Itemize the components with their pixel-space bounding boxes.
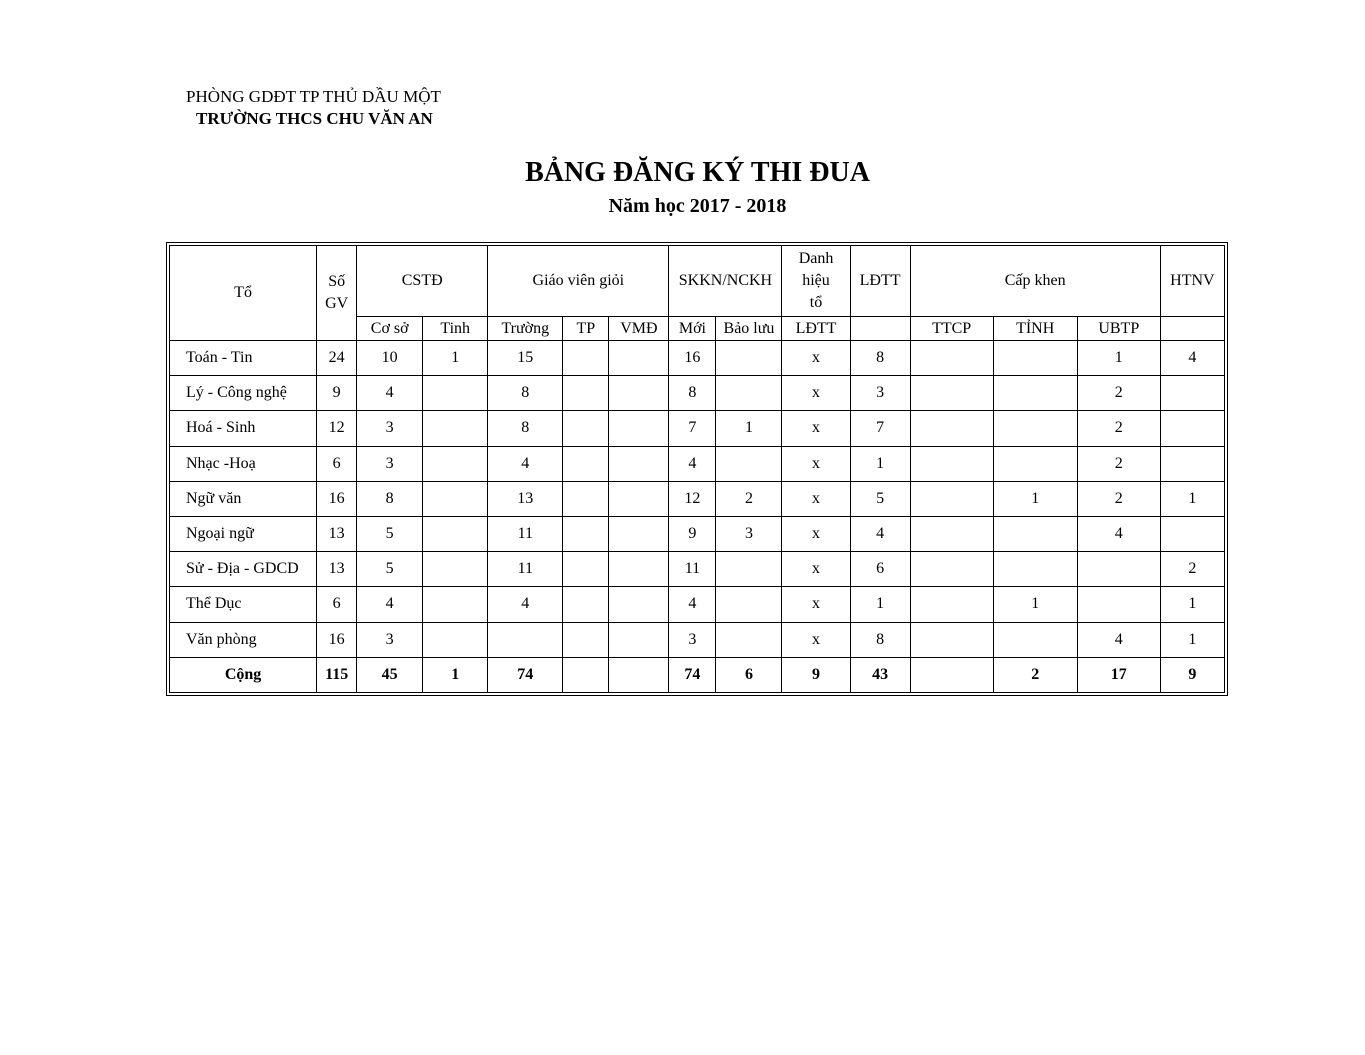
cell: 4 xyxy=(850,516,910,551)
row-name: Văn phòng xyxy=(170,622,317,657)
cell xyxy=(609,516,669,551)
cell: 8 xyxy=(357,481,423,516)
cell: 2 xyxy=(716,481,782,516)
school-year: Năm học 2017 - 2018 xyxy=(608,195,787,217)
cell: x xyxy=(782,341,850,376)
cell: 1 xyxy=(1077,341,1160,376)
cell: 11 xyxy=(488,516,563,551)
org-header xyxy=(186,86,441,130)
header-skkn: SKKN/NCKH xyxy=(669,246,782,317)
total-cell: 115 xyxy=(317,657,357,692)
table-row xyxy=(170,341,1225,376)
cell: 9 xyxy=(317,376,357,411)
cell xyxy=(993,341,1077,376)
cell xyxy=(423,376,488,411)
cell xyxy=(716,446,782,481)
cell: 2 xyxy=(1077,411,1160,446)
cell: x xyxy=(782,481,850,516)
cell: 1 xyxy=(423,341,488,376)
cell: 13 xyxy=(317,516,357,551)
cell: 2 xyxy=(1160,552,1224,587)
cell: 13 xyxy=(317,552,357,587)
cell xyxy=(1160,446,1224,481)
cell: 3 xyxy=(357,622,423,657)
cell xyxy=(563,481,609,516)
cell xyxy=(716,587,782,622)
total-cell xyxy=(609,657,669,692)
row-name: Hoá - Sinh xyxy=(170,411,317,446)
header-so-gv: Số GV xyxy=(317,246,357,341)
cell xyxy=(563,587,609,622)
total-cell: 9 xyxy=(782,657,850,692)
cell: 1 xyxy=(1160,587,1224,622)
cell xyxy=(910,376,993,411)
cell: 3 xyxy=(850,376,910,411)
cell: 2 xyxy=(1077,376,1160,411)
subheader-co-so: Cơ sở xyxy=(357,317,423,341)
cell: 11 xyxy=(488,552,563,587)
cell xyxy=(1077,552,1160,587)
row-name: Nhạc -Hoạ xyxy=(170,446,317,481)
cell xyxy=(910,587,993,622)
cell: 4 xyxy=(1160,341,1224,376)
cell xyxy=(423,411,488,446)
cell xyxy=(1077,587,1160,622)
subheader-htnv-blank xyxy=(1160,317,1224,341)
total-row xyxy=(170,657,1225,692)
table-row xyxy=(170,446,1225,481)
cell xyxy=(563,622,609,657)
cell xyxy=(1160,411,1224,446)
total-cell: 9 xyxy=(1160,657,1224,692)
cell: 1 xyxy=(716,411,782,446)
cell: 9 xyxy=(669,516,716,551)
cell xyxy=(910,516,993,551)
cell: 4 xyxy=(669,446,716,481)
total-cell: 1 xyxy=(423,657,488,692)
cell: 1 xyxy=(1160,481,1224,516)
subheader-vmd: VMĐ xyxy=(609,317,669,341)
table-row xyxy=(170,516,1225,551)
total-cell: 2 xyxy=(993,657,1077,692)
subheader-ldtt-blank xyxy=(850,317,910,341)
cell xyxy=(563,411,609,446)
cell xyxy=(563,446,609,481)
subheader-tinh: Tinh xyxy=(423,317,488,341)
cell: 2 xyxy=(1077,446,1160,481)
emulation-table-frame xyxy=(166,242,1228,696)
row-name: Lý - Công nghệ xyxy=(170,376,317,411)
table-row xyxy=(170,587,1225,622)
cell: 4 xyxy=(1077,622,1160,657)
cell: 1 xyxy=(1160,622,1224,657)
subheader-tinh-cap: TỈNH xyxy=(993,317,1077,341)
cell xyxy=(423,622,488,657)
emulation-table xyxy=(169,245,1225,693)
cell: 16 xyxy=(317,622,357,657)
cell: 5 xyxy=(357,552,423,587)
subheader-truong: Trường xyxy=(488,317,563,341)
row-name: Sử - Địa - GDCD xyxy=(170,552,317,587)
cell: 4 xyxy=(1077,516,1160,551)
header-to: Tổ xyxy=(170,246,317,341)
cell xyxy=(993,622,1077,657)
cell xyxy=(910,552,993,587)
cell xyxy=(423,552,488,587)
cell: x xyxy=(782,446,850,481)
total-cell: 74 xyxy=(669,657,716,692)
cell xyxy=(910,341,993,376)
cell xyxy=(993,516,1077,551)
header-gvg: Giáo viên giỏi xyxy=(488,246,669,317)
cell: x xyxy=(782,552,850,587)
cell: 11 xyxy=(669,552,716,587)
cell: 12 xyxy=(669,481,716,516)
school-name: TRƯỜNG THCS CHU VĂN AN xyxy=(196,109,433,128)
cell: x xyxy=(782,376,850,411)
cell xyxy=(1160,376,1224,411)
cell: 5 xyxy=(850,481,910,516)
cell xyxy=(488,622,563,657)
cell xyxy=(563,516,609,551)
table-row xyxy=(170,376,1225,411)
row-name: Ngoại ngữ xyxy=(170,516,317,551)
cell: 3 xyxy=(716,516,782,551)
cell: x xyxy=(782,411,850,446)
cell: 3 xyxy=(357,411,423,446)
cell xyxy=(423,446,488,481)
cell: x xyxy=(782,622,850,657)
cell: 8 xyxy=(488,376,563,411)
cell: 13 xyxy=(488,481,563,516)
cell: 4 xyxy=(357,587,423,622)
document-title: BẢNG ĐĂNG KÝ THI ĐUA xyxy=(525,157,870,188)
cell xyxy=(563,552,609,587)
total-cell xyxy=(910,657,993,692)
cell: 7 xyxy=(669,411,716,446)
cell xyxy=(563,376,609,411)
subheader-ttcp: TTCP xyxy=(910,317,993,341)
total-label: Cộng xyxy=(170,657,317,692)
total-cell xyxy=(563,657,609,692)
subheader-moi: Mới xyxy=(669,317,716,341)
table-body xyxy=(170,341,1225,693)
subheader-bao-luu: Bảo lưu xyxy=(716,317,782,341)
cell xyxy=(716,622,782,657)
table-row xyxy=(170,411,1225,446)
cell xyxy=(1160,516,1224,551)
cell xyxy=(609,481,669,516)
cell xyxy=(993,552,1077,587)
cell xyxy=(609,446,669,481)
total-cell: 45 xyxy=(357,657,423,692)
cell: x xyxy=(782,516,850,551)
cell: 6 xyxy=(317,446,357,481)
cell xyxy=(910,446,993,481)
cell: 12 xyxy=(317,411,357,446)
cell: x xyxy=(782,587,850,622)
cell xyxy=(910,622,993,657)
cell: 6 xyxy=(317,587,357,622)
cell: 3 xyxy=(357,446,423,481)
subheader-tp: TP xyxy=(563,317,609,341)
cell xyxy=(423,587,488,622)
cell xyxy=(993,411,1077,446)
cell: 24 xyxy=(317,341,357,376)
cell xyxy=(910,411,993,446)
cell: 1 xyxy=(993,587,1077,622)
cell xyxy=(993,376,1077,411)
cell xyxy=(993,446,1077,481)
cell: 4 xyxy=(669,587,716,622)
total-cell: 6 xyxy=(716,657,782,692)
cell xyxy=(563,341,609,376)
cell xyxy=(910,481,993,516)
table-row xyxy=(170,552,1225,587)
cell: 8 xyxy=(669,376,716,411)
cell xyxy=(609,622,669,657)
subheader-ubtp: UBTP xyxy=(1077,317,1160,341)
cell: 10 xyxy=(357,341,423,376)
row-name: Ngữ văn xyxy=(170,481,317,516)
cell: 1 xyxy=(850,446,910,481)
row-name: Toán - Tin xyxy=(170,341,317,376)
cell xyxy=(716,552,782,587)
cell: 2 xyxy=(1077,481,1160,516)
table-row xyxy=(170,481,1225,516)
total-cell: 17 xyxy=(1077,657,1160,692)
cell: 8 xyxy=(850,341,910,376)
row-name: Thể Dục xyxy=(170,587,317,622)
cell: 1 xyxy=(993,481,1077,516)
cell xyxy=(609,376,669,411)
cell: 4 xyxy=(488,446,563,481)
cell xyxy=(716,376,782,411)
cell: 6 xyxy=(850,552,910,587)
subheader-dh-ldtt: LĐTT xyxy=(782,317,850,341)
cell xyxy=(423,516,488,551)
cell: 7 xyxy=(850,411,910,446)
cell: 4 xyxy=(357,376,423,411)
cell xyxy=(609,587,669,622)
cell xyxy=(423,481,488,516)
cell: 5 xyxy=(357,516,423,551)
department-name: PHÒNG GDĐT TP THỦ DẦU MỘT xyxy=(186,87,441,106)
cell: 16 xyxy=(669,341,716,376)
header-cstd: CSTĐ xyxy=(357,246,488,317)
cell: 1 xyxy=(850,587,910,622)
cell xyxy=(609,552,669,587)
header-cap-khen: Cấp khen xyxy=(910,246,1160,317)
cell xyxy=(609,411,669,446)
header-ldtt: LĐTT xyxy=(850,246,910,317)
cell: 8 xyxy=(488,411,563,446)
cell xyxy=(609,341,669,376)
total-cell: 74 xyxy=(488,657,563,692)
cell: 8 xyxy=(850,622,910,657)
cell: 3 xyxy=(669,622,716,657)
header-danh-hieu-to: Danh hiệu tổ xyxy=(782,246,850,317)
cell xyxy=(716,341,782,376)
header-htnv: HTNV xyxy=(1160,246,1224,317)
table-row xyxy=(170,622,1225,657)
cell: 15 xyxy=(488,341,563,376)
cell: 16 xyxy=(317,481,357,516)
total-cell: 43 xyxy=(850,657,910,692)
cell: 4 xyxy=(488,587,563,622)
